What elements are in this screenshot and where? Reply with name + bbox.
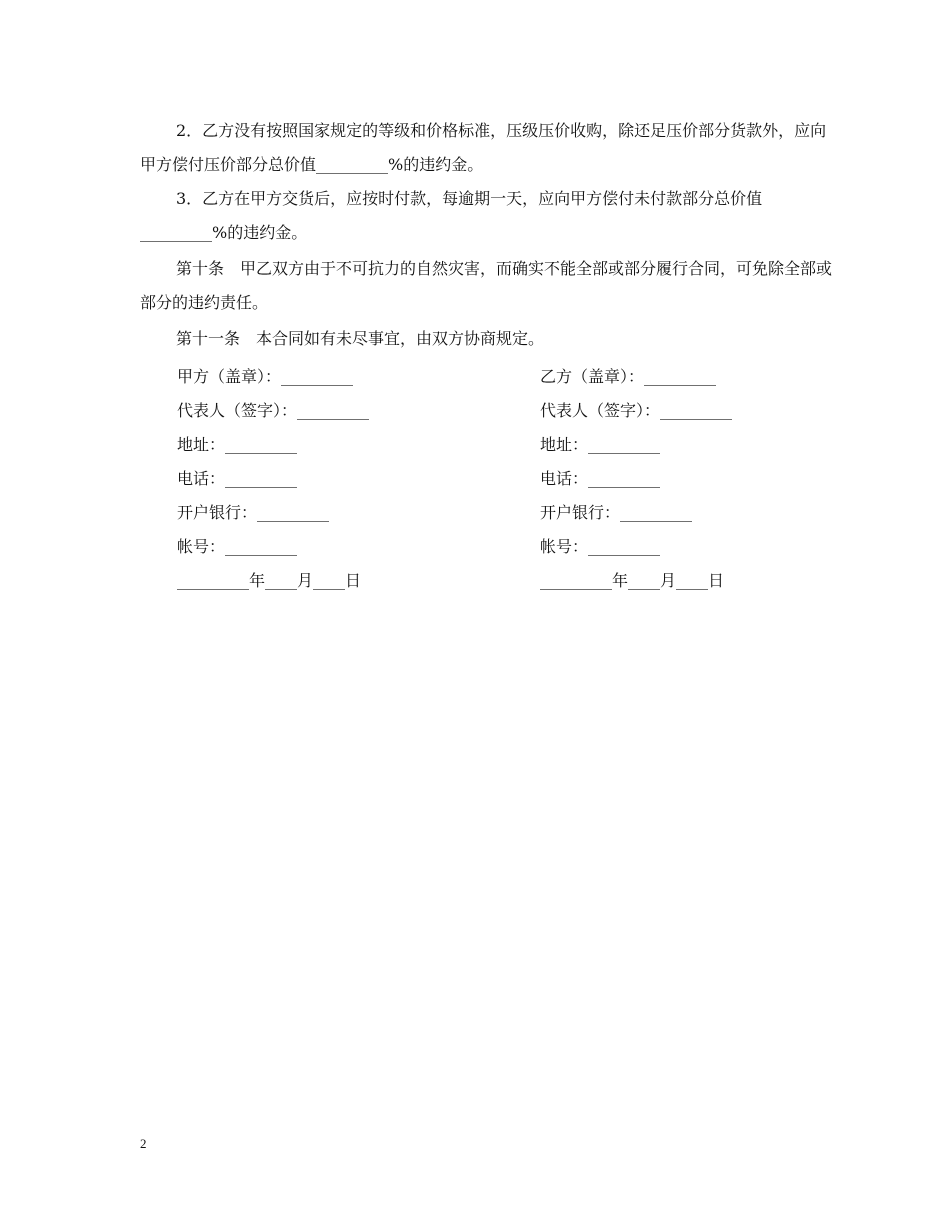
clause-2-paragraph: 2．乙方没有按照国家规定的等级和价格标准，压级压价收购，除还足压价部分货款外，应向甲方偿付压价部分总价值_________%的违约金。 — [140, 121, 827, 174]
party-b-phone-field: 电话：_________ — [540, 468, 661, 488]
party-b-date-field: _________年____月____日 — [540, 570, 725, 590]
signature-block — [177, 358, 857, 596]
article-11-paragraph: 第十一条 本合同如有未尽事宜，由双方协商规定。 — [176, 329, 545, 348]
party-a-address-field: 地址：_________ — [177, 434, 298, 454]
signature-row-date — [177, 562, 857, 596]
party-b-bank-field: 开户银行：_________ — [540, 502, 693, 522]
page-number: 2 — [140, 1136, 147, 1151]
party-b-address-field: 地址：_________ — [540, 434, 661, 454]
party-b-representative-field: 代表人（签字）：_________ — [540, 400, 733, 420]
party-a-seal-field: 甲方（盖章）：_________ — [177, 366, 354, 386]
signature-row-account — [177, 528, 857, 562]
party-b-account-field: 帐号：_________ — [540, 536, 661, 556]
signature-row-phone — [177, 460, 857, 494]
party-a-account-field: 帐号：_________ — [177, 536, 298, 556]
signature-row-bank — [177, 494, 857, 528]
party-a-representative-field: 代表人（签字）：_________ — [177, 400, 370, 420]
article-10-paragraph: 第十条 甲乙双方由于不可抗力的自然灾害，而确实不能全部或部分履行合同，可免除全部或部分的违约责任。 — [140, 259, 833, 312]
party-b-seal-field: 乙方（盖章）：_________ — [540, 366, 717, 386]
signature-row-representative — [177, 392, 857, 426]
party-a-bank-field: 开户银行：_________ — [177, 502, 330, 522]
signature-row-seal — [177, 358, 857, 392]
signature-row-address — [177, 426, 857, 460]
clause-3-paragraph: 3．乙方在甲方交货后，应按时付款，每逾期一天，应向甲方偿付未付款部分总价值_________%的违约金。 — [140, 189, 763, 242]
party-a-phone-field: 电话：_________ — [177, 468, 298, 488]
party-a-date-field: _________年____月____日 — [177, 570, 362, 590]
